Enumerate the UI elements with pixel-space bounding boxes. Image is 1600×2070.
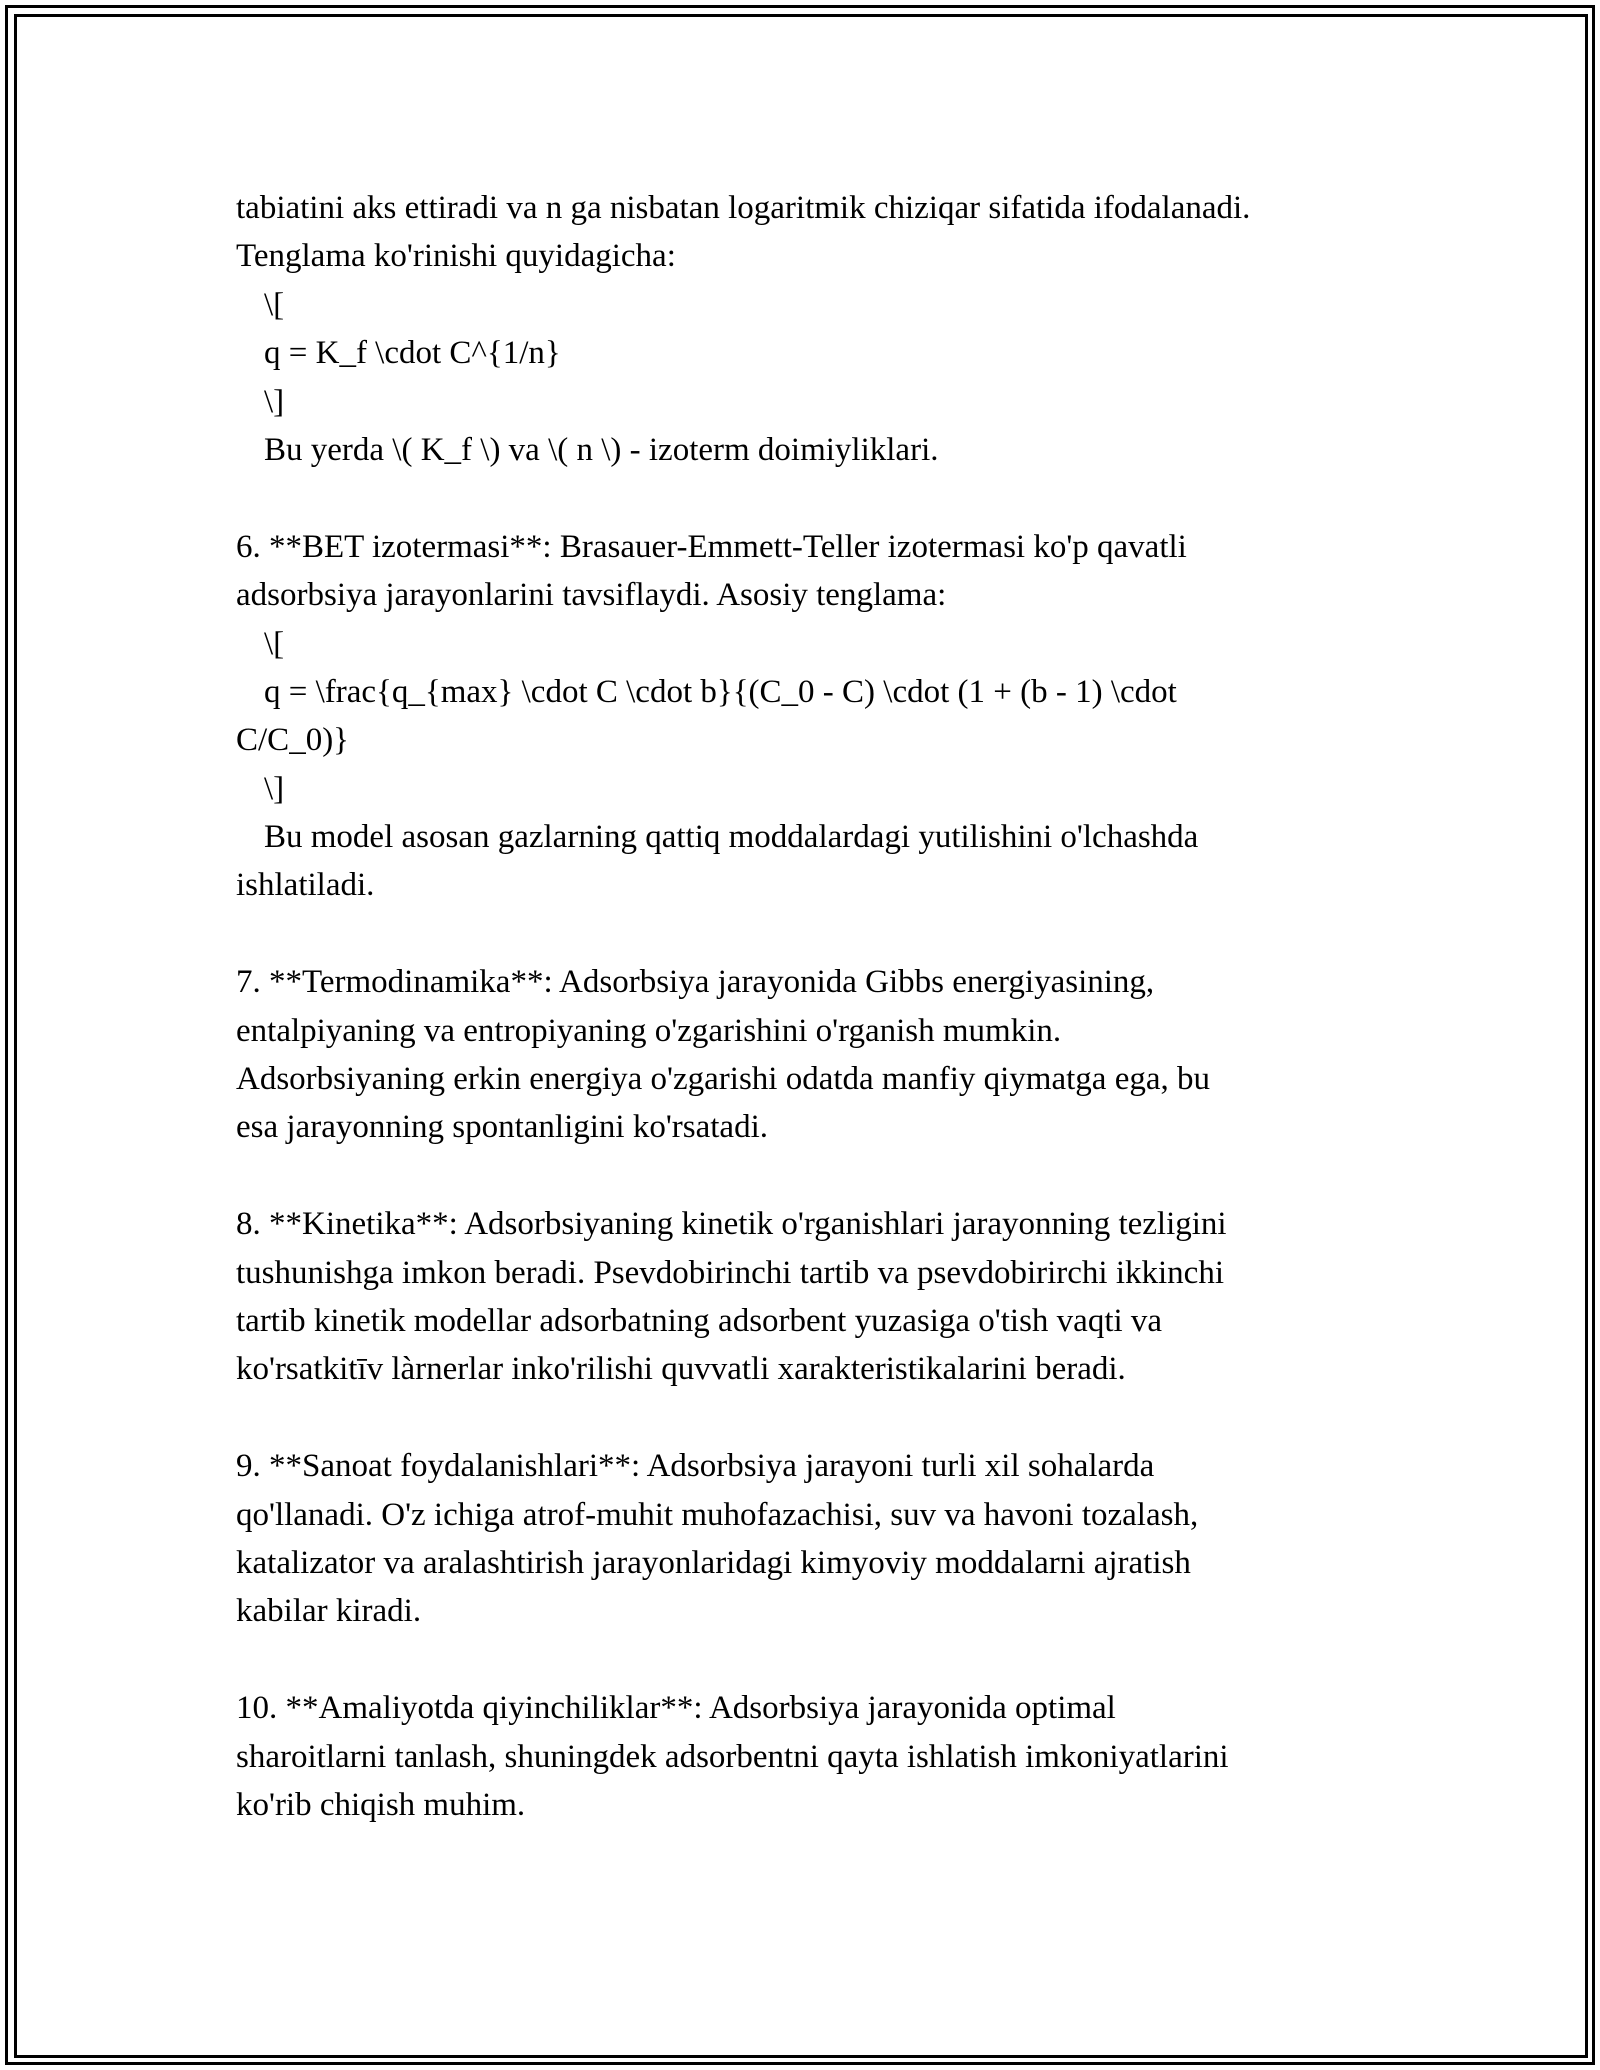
text-line: 7. **Termodinamika**: Adsorbsiya jarayonida Gibbs energiyasining, (236, 964, 1155, 1001)
text-line: tartib kinetik modellar adsorbatning adsorbent yuzasiga o'tish vaqti va (236, 1302, 1163, 1339)
text-line: 8. **Kinetika**: Adsorbsiyaning kinetik o'rganishlari jarayonning tezligini (236, 1206, 1227, 1243)
text-line: q = K_f \cdot C^{1/n} (264, 335, 561, 372)
text-line: \[ (264, 625, 285, 662)
text-line: qo'llanadi. O'z ichiga atrof-muhit muhofazachisi, suv va havoni tozalash, (236, 1496, 1199, 1533)
text-line: esa jarayonning spontanligini ko'rsatadi. (236, 1109, 768, 1146)
text-line: Bu yerda \( K_f \) va \( n \) - izoterm doimiyliklari. (264, 431, 939, 468)
text-line: q = \frac{q_{max} \cdot C \cdot b}{(C_0 - C) \cdot (1 + (b - 1) \cdot (264, 673, 1177, 710)
paragraph-gap (236, 1636, 1386, 1684)
paragraph (236, 523, 1386, 910)
text-line: Adsorbsiyaning erkin energiya o'zgarishi odatda manfiy qiymatga ega, bu (236, 1061, 1210, 1098)
text-line: Tenglama ko'rinishi quyidagicha: (236, 238, 676, 275)
text-line: \] (264, 383, 285, 420)
text-line: adsorbsiya jarayonlarini tavsiflaydi. Asosiy tenglama: (236, 577, 947, 614)
paragraph (236, 1442, 1386, 1636)
paragraph (236, 958, 1386, 1152)
text-line: entalpiyaning va entropiyaning o'zgarishini o'rganish mumkin. (236, 1012, 1062, 1049)
text-line: sharoitlarni tanlash, shuningdek adsorbentni qayta ishlatish imkoniyatlarini (236, 1738, 1229, 1775)
text-line: \[ (264, 286, 285, 323)
text-line: ko'rsatkitīv làrnerlar inko'rilishi quvvatli xarakteristikalarini beradi. (236, 1351, 1126, 1388)
text-line: Bu model asosan gazlarning qattiq moddalardagi yutilishini o'lchashda (264, 819, 1199, 856)
text-line: \] (264, 770, 285, 807)
paragraph-gap (236, 1394, 1386, 1442)
paragraph (236, 184, 1386, 474)
text-line: tushunishga imkon beradi. Psevdobirinchi tartib va psevdobirirchi ikkinchi (236, 1254, 1225, 1291)
document-body (236, 184, 1386, 1829)
text-line: 10. **Amaliyotda qiyinchiliklar**: Adsorbsiya jarayonida optimal (236, 1690, 1116, 1727)
paragraph-gap (236, 910, 1386, 958)
text-line: katalizator va aralashtirish jarayonlaridagi kimyoviy moddalarni ajratish (236, 1544, 1191, 1581)
text-line: 6. **BET izotermasi**: Brasauer-Emmett-Teller izotermasi ko'p qavatli (236, 528, 1187, 565)
text-line: C/C_0)} (236, 722, 350, 759)
paragraph (236, 1684, 1386, 1829)
text-line: kabilar kiradi. (236, 1593, 422, 1630)
paragraph-gap (236, 1152, 1386, 1200)
text-line: tabiatini aks ettiradi va n ga nisbatan logaritmik chiziqar sifatida ifodalanadi. (236, 190, 1251, 226)
text-line: ishlatiladi. (236, 867, 375, 904)
text-line: 9. **Sanoat foydalanishlari**: Adsorbsiya jarayoni turli xil sohalarda (236, 1448, 1155, 1485)
text-line: ko'rib chiqish muhim. (236, 1786, 526, 1823)
paragraph-gap (236, 474, 1386, 522)
paragraph (236, 1200, 1386, 1394)
